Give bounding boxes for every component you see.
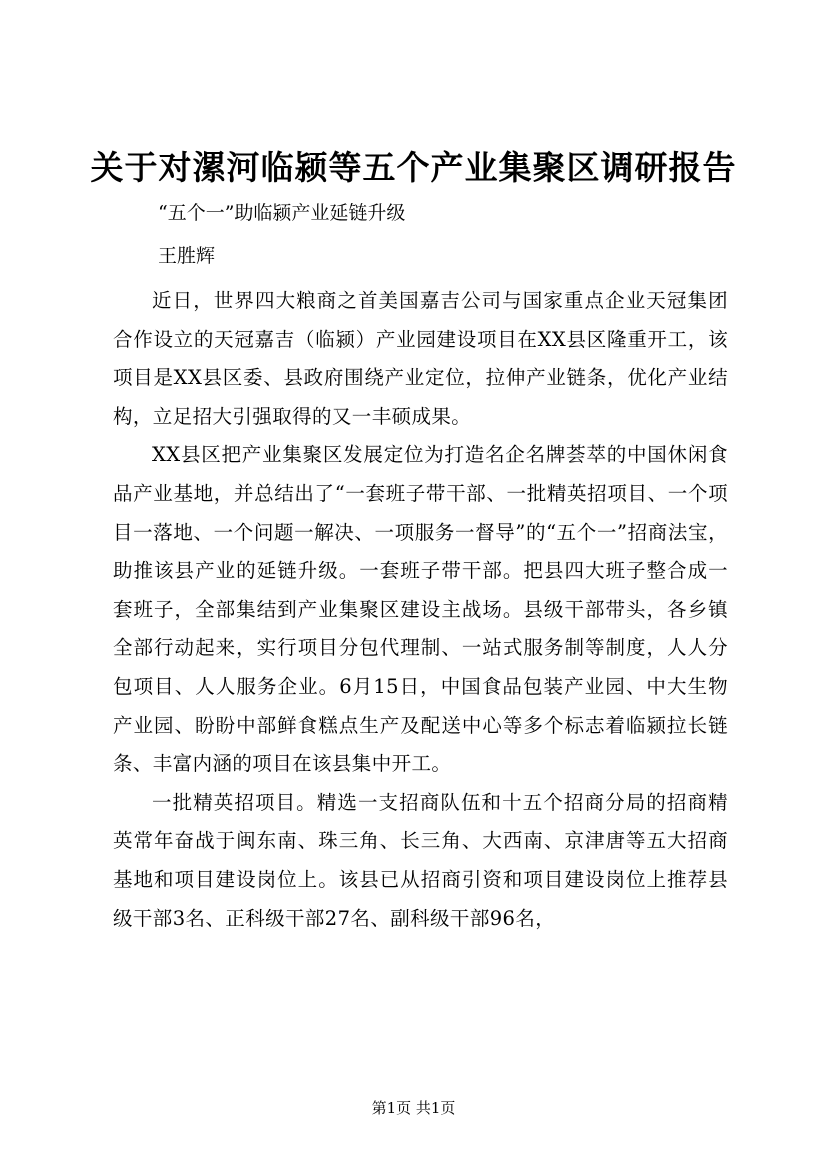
document-subtitle: “五个一”助临颍产业延链升级 (158, 202, 406, 224)
body-paragraph: XX县区把产业集聚区发展定位为打造名企名牌荟萃的中国休闲食品产业基地，并总结出了“一套班子带干部、一批精英招项目、一个项目一落地、一个问题一解决、一项服务一督导”的“五个一”招商法宝，助推该县产业的延链升级。一套班子带干部。把县四大班子整合成一套班子，全部集结到产业集聚区建设主战场。县级干部带头，各乡镇全部行动起来，实行项目分包代理制、一站式服务制等制度，人人分包项目、人人服务企业。6月15日，中国食品包装产业园、中大生物产业园、盼盼中部鲜食糕点生产及配送中心等多个标志着临颍拉长链条、丰富内涵的项目在该县集中开工。 (113, 443, 728, 776)
body-paragraph: 一批精英招项目。精选一支招商队伍和十五个招商分局的招商精英常年奋战于闽东南、珠三角、长三角、大西南、京津唐等五大招商基地和项目建设岗位上。该县已从招商引资和项目建设岗位上推荐县级干部3名、正科级干部27名、副科级干部96名， (113, 790, 728, 930)
document-title: 关于对漯河临颍等五个产业集聚区调研报告 (90, 148, 737, 187)
page-footer: 第1页 共1页 (371, 1099, 456, 1117)
body-paragraph: 近日，世界四大粮商之首美国嘉吉公司与国家重点企业天冠集团合作设立的天冠嘉吉（临颍）产业园建设项目在XX县区隆重开工，该项目是XX县区委、县政府围绕产业定位，拉伸产业链条，优化产业结构，立足招大引强取得的又一丰硕成果。 (113, 289, 728, 428)
document-author: 王胜辉 (158, 245, 216, 267)
document-body (113, 282, 728, 938)
